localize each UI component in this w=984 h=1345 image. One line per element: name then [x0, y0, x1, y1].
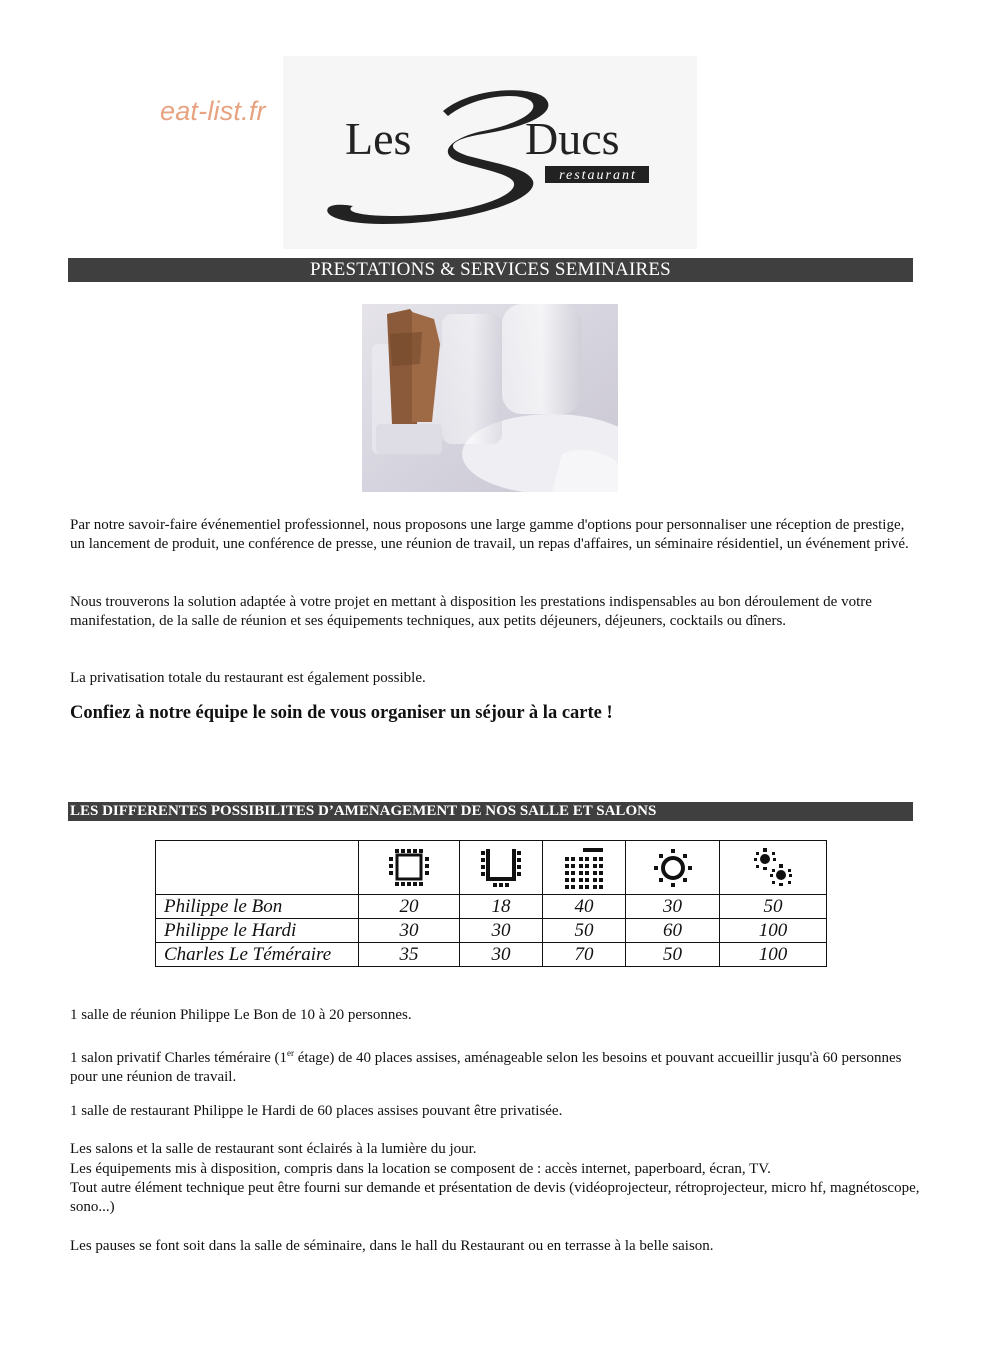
section-title-amenagement: LES DIFFERENTES POSSIBILITES D’AMENAGEMENT DE NOS SALLE ET SALONS [68, 802, 913, 821]
table-setting-photo [362, 304, 618, 492]
capacity-cell: 20 [359, 895, 460, 919]
detail-technical: Tout autre élément technique peut être fourni sur demande et présentation de devis (vidéoprojecteur, rétroprojecteur, micro hf, magnétoscope, sono...) [70, 1180, 920, 1216]
capacity-cell: 50 [543, 919, 626, 943]
capacity-cell: 60 [626, 919, 720, 943]
table-header-classroom [543, 841, 626, 895]
intro-paragraph-1: Par notre savoir-faire événementiel professionnel, nous proposons une large gamme d'options pour personnaliser une réception de prestige, un lancement de produit, une conférence de presse, une réunion de travail, un repas d'affaires, un séminaire résidentiel, un événement privé. [70, 517, 909, 553]
capacity-cell: 100 [720, 919, 827, 943]
highlight-sentence: Confiez à notre équipe le soin de vous organiser un séjour à la carte ! [70, 703, 613, 723]
detail-superscript: er [287, 1048, 295, 1058]
table-header-banquet [626, 841, 720, 895]
capacity-cell: 100 [720, 943, 827, 967]
section-title-prestations: PRESTATIONS & SERVICES SEMINAIRES [68, 258, 913, 282]
capacity-cell: 40 [543, 895, 626, 919]
capacity-cell: 35 [359, 943, 460, 967]
capacity-cell: 50 [626, 943, 720, 967]
table-header-u-shape [460, 841, 543, 895]
cocktail-layout-icon [748, 845, 798, 891]
detail-text: étage) de 40 places assises, aménageable selon les besoins et pouvant accueillir jusqu'à 60 personnes pour une réunion de travail. [70, 1050, 902, 1086]
detail-charles-temeraire [70, 1044, 920, 1088]
capacity-cell: 30 [359, 919, 460, 943]
detail-pauses: Les pauses se font soit dans la salle de séminaire, dans le hall du Restaurant ou en terrasse à la belle saison. [70, 1238, 714, 1254]
les-3-ducs-logo-icon [283, 56, 697, 249]
table-header-cocktail [720, 841, 827, 895]
boardroom-layout-icon [384, 845, 434, 891]
watermark-text: eat-list.fr [160, 96, 266, 126]
intro-paragraph-2: Nous trouverons la solution adaptée à votre projet en mettant à disposition les prestations indispensables au bon déroulement de votre manifestation, de la salle de réunion et ses équipements techniques, aux petits déjeuners, déjeuners, cocktails ou dîners. [70, 594, 872, 630]
room-name: Charles Le Téméraire [156, 943, 359, 967]
restaurant-logo [283, 56, 697, 249]
table-header-row [156, 841, 827, 895]
table-row [156, 943, 827, 967]
logo-les: Les [345, 113, 412, 164]
room-name: Philippe le Bon [156, 895, 359, 919]
detail-lighting: Les salons et la salle de restaurant sont éclairés à la lumière du jour. [70, 1141, 477, 1157]
table-row [156, 919, 827, 943]
capacity-cell: 70 [543, 943, 626, 967]
classroom-layout-icon [559, 845, 609, 891]
capacity-cell: 30 [460, 919, 543, 943]
u-shape-layout-icon [476, 845, 526, 891]
table-header-empty [156, 841, 359, 895]
capacity-cell: 30 [626, 895, 720, 919]
capacity-cell: 50 [720, 895, 827, 919]
capacity-cell: 18 [460, 895, 543, 919]
logo-ducs: Ducs [525, 113, 620, 164]
table-header-boardroom [359, 841, 460, 895]
intro-paragraph-3: La privatisation totale du restaurant est également possible. [70, 670, 426, 686]
detail-philippe-le-hardi: 1 salle de restaurant Philippe le Hardi de 60 places assises pouvant être privatisée. [70, 1103, 563, 1119]
banquet-round-layout-icon [648, 845, 698, 891]
detail-text: 1 salon privatif Charles téméraire (1 [70, 1050, 288, 1066]
capacity-table [155, 840, 827, 967]
logo-restaurant: restaurant [559, 168, 637, 183]
table-row [156, 895, 827, 919]
detail-equipment: Les équipements mis à disposition, compris dans la location se composent de : accès internet, paperboard, écran, TV. [70, 1161, 771, 1177]
detail-philippe-le-bon: 1 salle de réunion Philippe Le Bon de 10 à 20 personnes. [70, 1007, 412, 1023]
room-name: Philippe le Hardi [156, 919, 359, 943]
capacity-cell: 30 [460, 943, 543, 967]
